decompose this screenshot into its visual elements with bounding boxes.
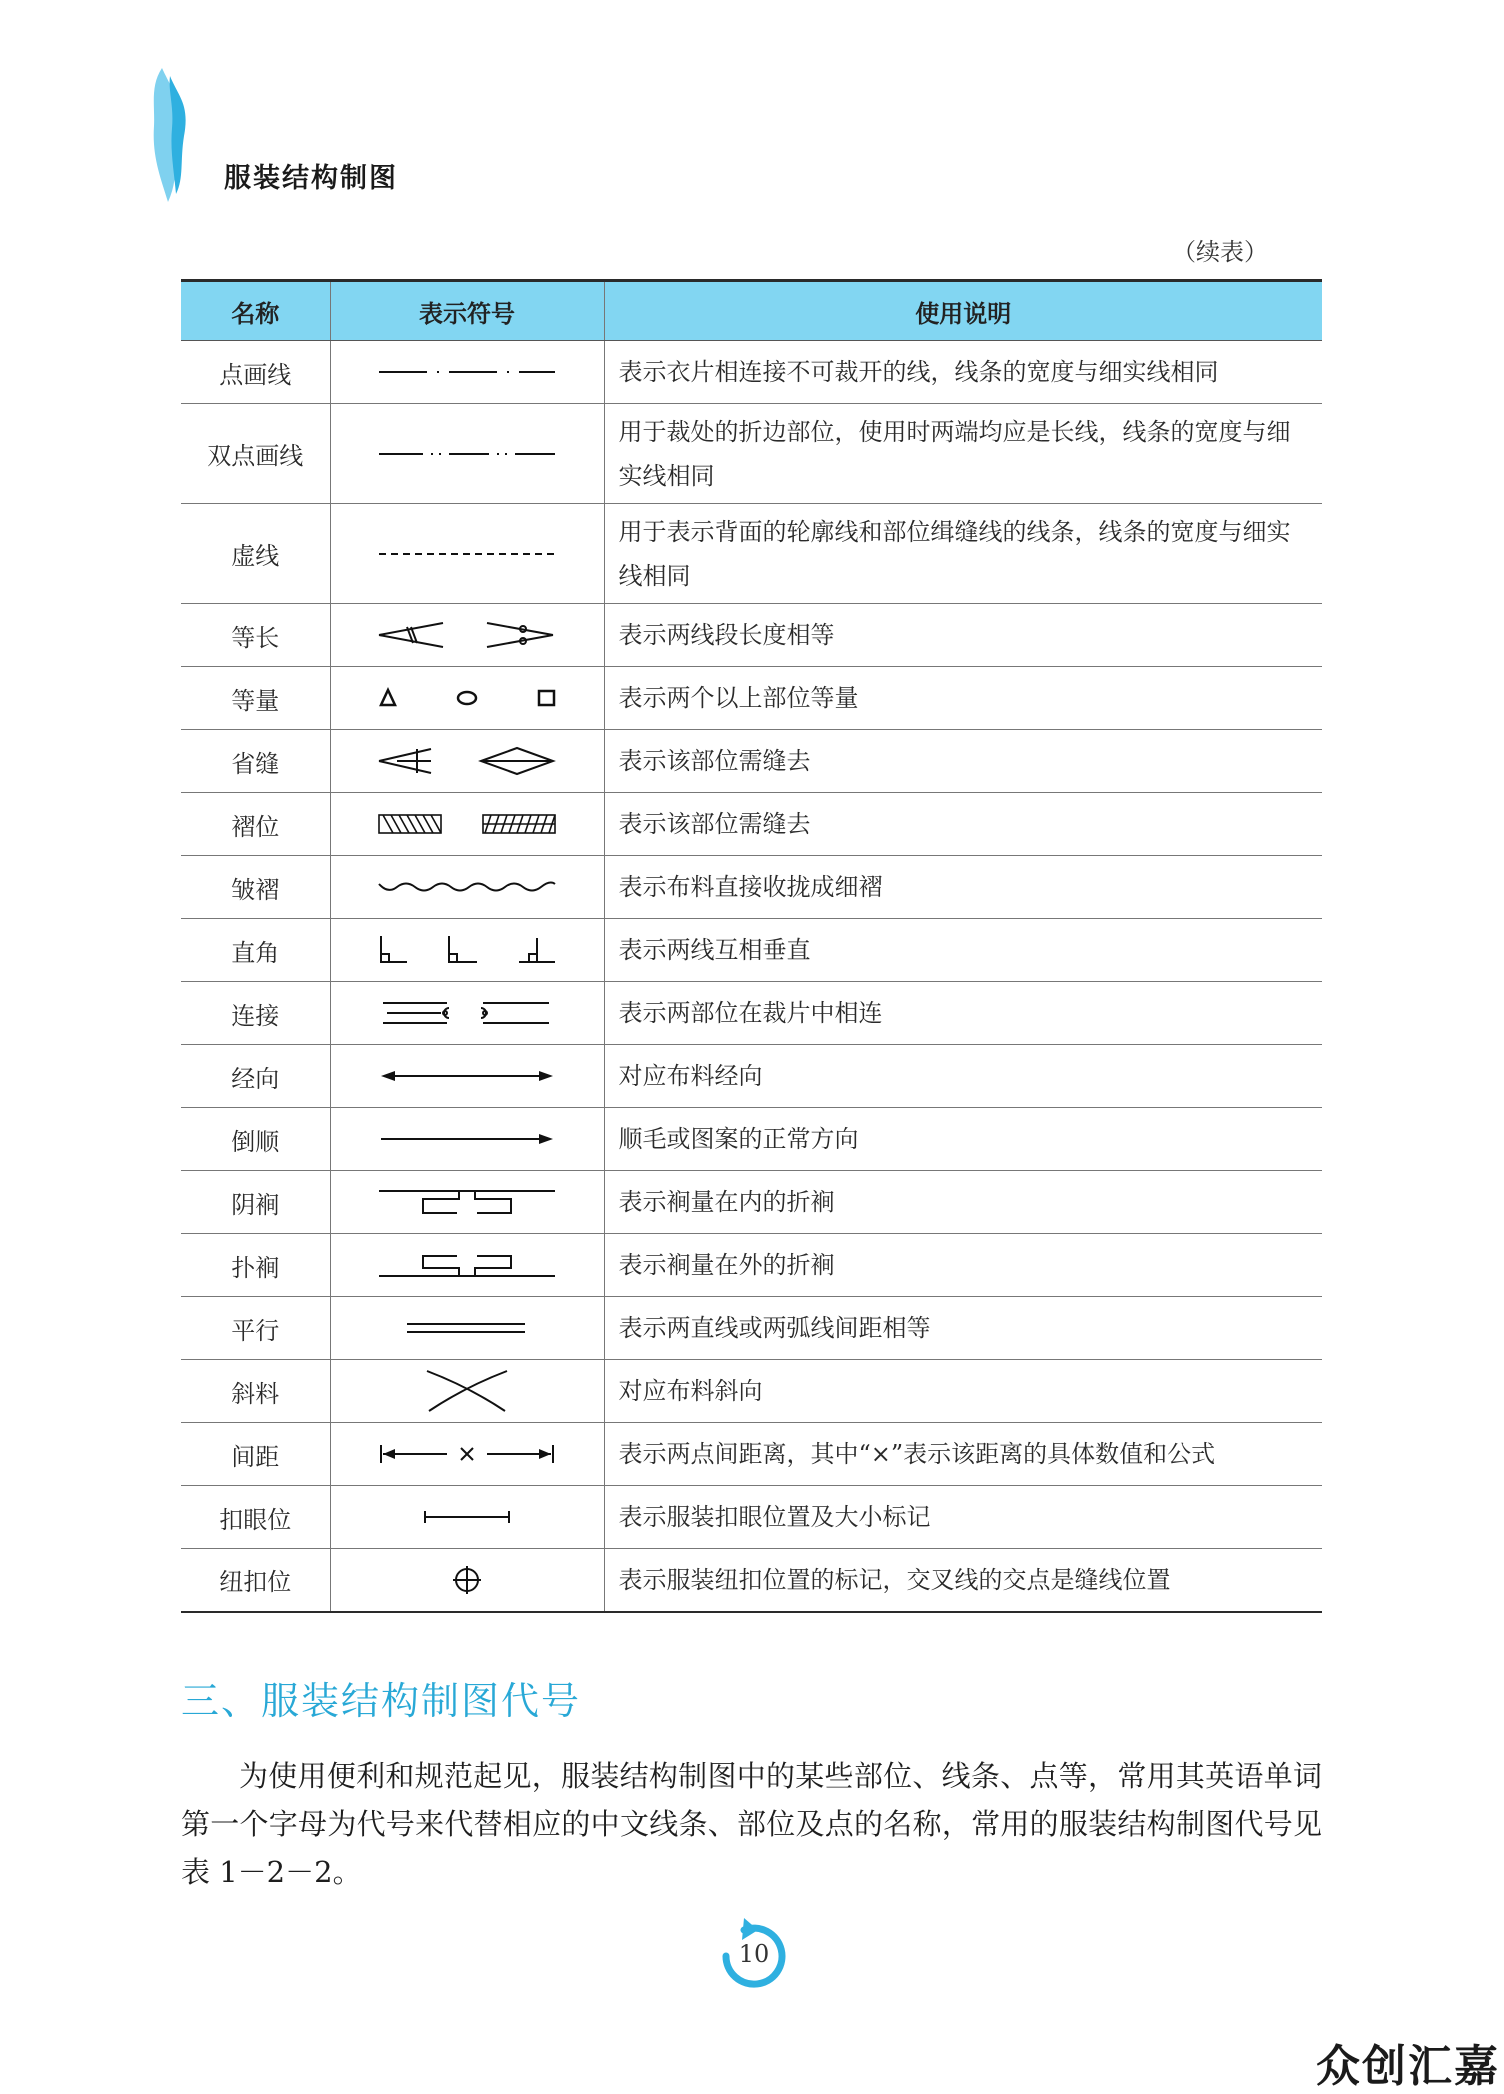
section-title: 三、服装结构制图代号 <box>181 1679 582 1723</box>
symbol-cell <box>330 730 604 793</box>
row-description: 用于裁处的折边部位，使用时两端均应是长线，线条的宽度与细实线相同 <box>604 404 1322 504</box>
join-icon <box>377 999 557 1027</box>
symbol-cell <box>330 1297 604 1360</box>
symbol-cell <box>330 1108 604 1171</box>
double-dot-dash-line-icon <box>377 444 557 464</box>
equal-quantity-icon <box>377 686 557 710</box>
row-name: 纽扣位 <box>181 1549 330 1612</box>
gather-wave-icon <box>377 875 557 899</box>
right-angle-icon <box>377 934 557 966</box>
row-name: 虚线 <box>181 504 330 604</box>
symbol-cell <box>330 1045 604 1108</box>
row-name: 扣眼位 <box>181 1486 330 1549</box>
book-title: 服装结构制图 <box>224 163 398 194</box>
inverted-pleat-icon <box>377 1185 557 1219</box>
table-row <box>181 604 1322 667</box>
row-description: 表示衣片相连接不可裁开的线，线条的宽度与细实线相同 <box>604 341 1322 404</box>
table-header-row <box>181 281 1322 341</box>
row-description: 表示裥量在外的折裥 <box>604 1234 1322 1297</box>
table-row <box>181 856 1322 919</box>
column-header-description: 使用说明 <box>604 281 1322 341</box>
figure-logo-icon <box>140 66 200 210</box>
row-name: 皱褶 <box>181 856 330 919</box>
row-name: 褶位 <box>181 793 330 856</box>
row-name: 点画线 <box>181 341 330 404</box>
table-row <box>181 1045 1322 1108</box>
row-name: 斜料 <box>181 1360 330 1423</box>
row-description: 表示服装扣眼位置及大小标记 <box>604 1486 1322 1549</box>
parallel-lines-icon <box>377 1318 557 1338</box>
symbol-table <box>181 279 1322 1613</box>
row-description: 表示两部位在裁片中相连 <box>604 982 1322 1045</box>
table-row <box>181 504 1322 604</box>
equal-length-icon <box>377 617 557 653</box>
table-row <box>181 341 1322 404</box>
symbol-cell <box>330 604 604 667</box>
row-description: 表示两点间距离，其中“×”表示该距离的具体数值和公式 <box>604 1423 1322 1486</box>
row-description: 顺毛或图案的正常方向 <box>604 1108 1322 1171</box>
dashed-line-icon <box>377 544 557 564</box>
row-name: 扑裥 <box>181 1234 330 1297</box>
symbol-cell <box>330 1171 604 1234</box>
row-name: 倒顺 <box>181 1108 330 1171</box>
row-name: 间距 <box>181 1423 330 1486</box>
table-row <box>181 793 1322 856</box>
symbol-cell <box>330 919 604 982</box>
symbol-cell <box>330 1486 604 1549</box>
row-description: 用于表示背面的轮廓线和部位缉缝线的线条，线条的宽度与细实线相同 <box>604 504 1322 604</box>
row-description: 表示该部位需缝去 <box>604 730 1322 793</box>
symbol-cell <box>330 1423 604 1486</box>
table-row <box>181 982 1322 1045</box>
symbol-cell <box>330 856 604 919</box>
row-name: 双点画线 <box>181 404 330 504</box>
table-row <box>181 1549 1322 1612</box>
pleat-icon <box>377 812 557 836</box>
table-row <box>181 1297 1322 1360</box>
row-name: 直角 <box>181 919 330 982</box>
row-description: 对应布料经向 <box>604 1045 1322 1108</box>
symbol-cell <box>330 667 604 730</box>
row-name: 等量 <box>181 667 330 730</box>
column-header-name: 名称 <box>181 281 330 341</box>
page-number-badge <box>704 1910 804 2002</box>
table-row <box>181 1171 1322 1234</box>
row-description: 表示布料直接收拢成细褶 <box>604 856 1322 919</box>
symbol-cell <box>330 982 604 1045</box>
row-name: 阴裥 <box>181 1171 330 1234</box>
table-row <box>181 1360 1322 1423</box>
row-name: 等长 <box>181 604 330 667</box>
table-row <box>181 404 1322 504</box>
double-arrow-icon <box>377 1066 557 1086</box>
row-name: 省缝 <box>181 730 330 793</box>
table-row <box>181 1234 1322 1297</box>
symbol-cell <box>330 793 604 856</box>
row-description: 表示该部位需缝去 <box>604 793 1322 856</box>
box-pleat-icon <box>377 1248 557 1282</box>
page-number: 10 <box>738 1940 770 1968</box>
distance-icon <box>377 1442 557 1466</box>
buttonhole-icon <box>377 1507 557 1527</box>
symbol-cell <box>330 1360 604 1423</box>
table-row <box>181 667 1322 730</box>
row-name: 平行 <box>181 1297 330 1360</box>
row-description: 对应布料斜向 <box>604 1360 1322 1423</box>
row-name: 经向 <box>181 1045 330 1108</box>
symbol-cell <box>330 1549 604 1612</box>
dart-icon <box>377 743 557 779</box>
single-arrow-icon <box>377 1129 557 1149</box>
column-header-symbol: 表示符号 <box>330 281 604 341</box>
row-description: 表示两线段长度相等 <box>604 604 1322 667</box>
row-name: 连接 <box>181 982 330 1045</box>
symbol-cell <box>330 341 604 404</box>
bias-cross-icon <box>377 1367 557 1415</box>
table-row <box>181 1108 1322 1171</box>
body-paragraph: 为使用便利和规范起见，服装结构制图中的某些部位、线条、点等，常用其英语单词第一个字母为代号来代替相应的中文线条、部位及点的名称，常用的服装结构制图代号见表 1－2－2。 <box>181 1759 1322 1889</box>
row-description: 表示裥量在内的折裥 <box>604 1171 1322 1234</box>
table-row <box>181 1486 1322 1549</box>
table-row <box>181 919 1322 982</box>
button-icon <box>377 1565 557 1595</box>
row-description: 表示两个以上部位等量 <box>604 667 1322 730</box>
table-row <box>181 1423 1322 1486</box>
watermark: 众创汇嘉 <box>1316 2041 1500 2092</box>
table-row <box>181 730 1322 793</box>
dot-dash-line-icon <box>377 362 557 382</box>
symbol-cell <box>330 504 604 604</box>
symbol-cell <box>330 1234 604 1297</box>
continuation-note: （续表） <box>1172 238 1268 266</box>
row-description: 表示服装纽扣位置的标记，交叉线的交点是缝线位置 <box>604 1549 1322 1612</box>
row-description: 表示两直线或两弧线间距相等 <box>604 1297 1322 1360</box>
symbol-cell <box>330 404 604 504</box>
row-description: 表示两线互相垂直 <box>604 919 1322 982</box>
